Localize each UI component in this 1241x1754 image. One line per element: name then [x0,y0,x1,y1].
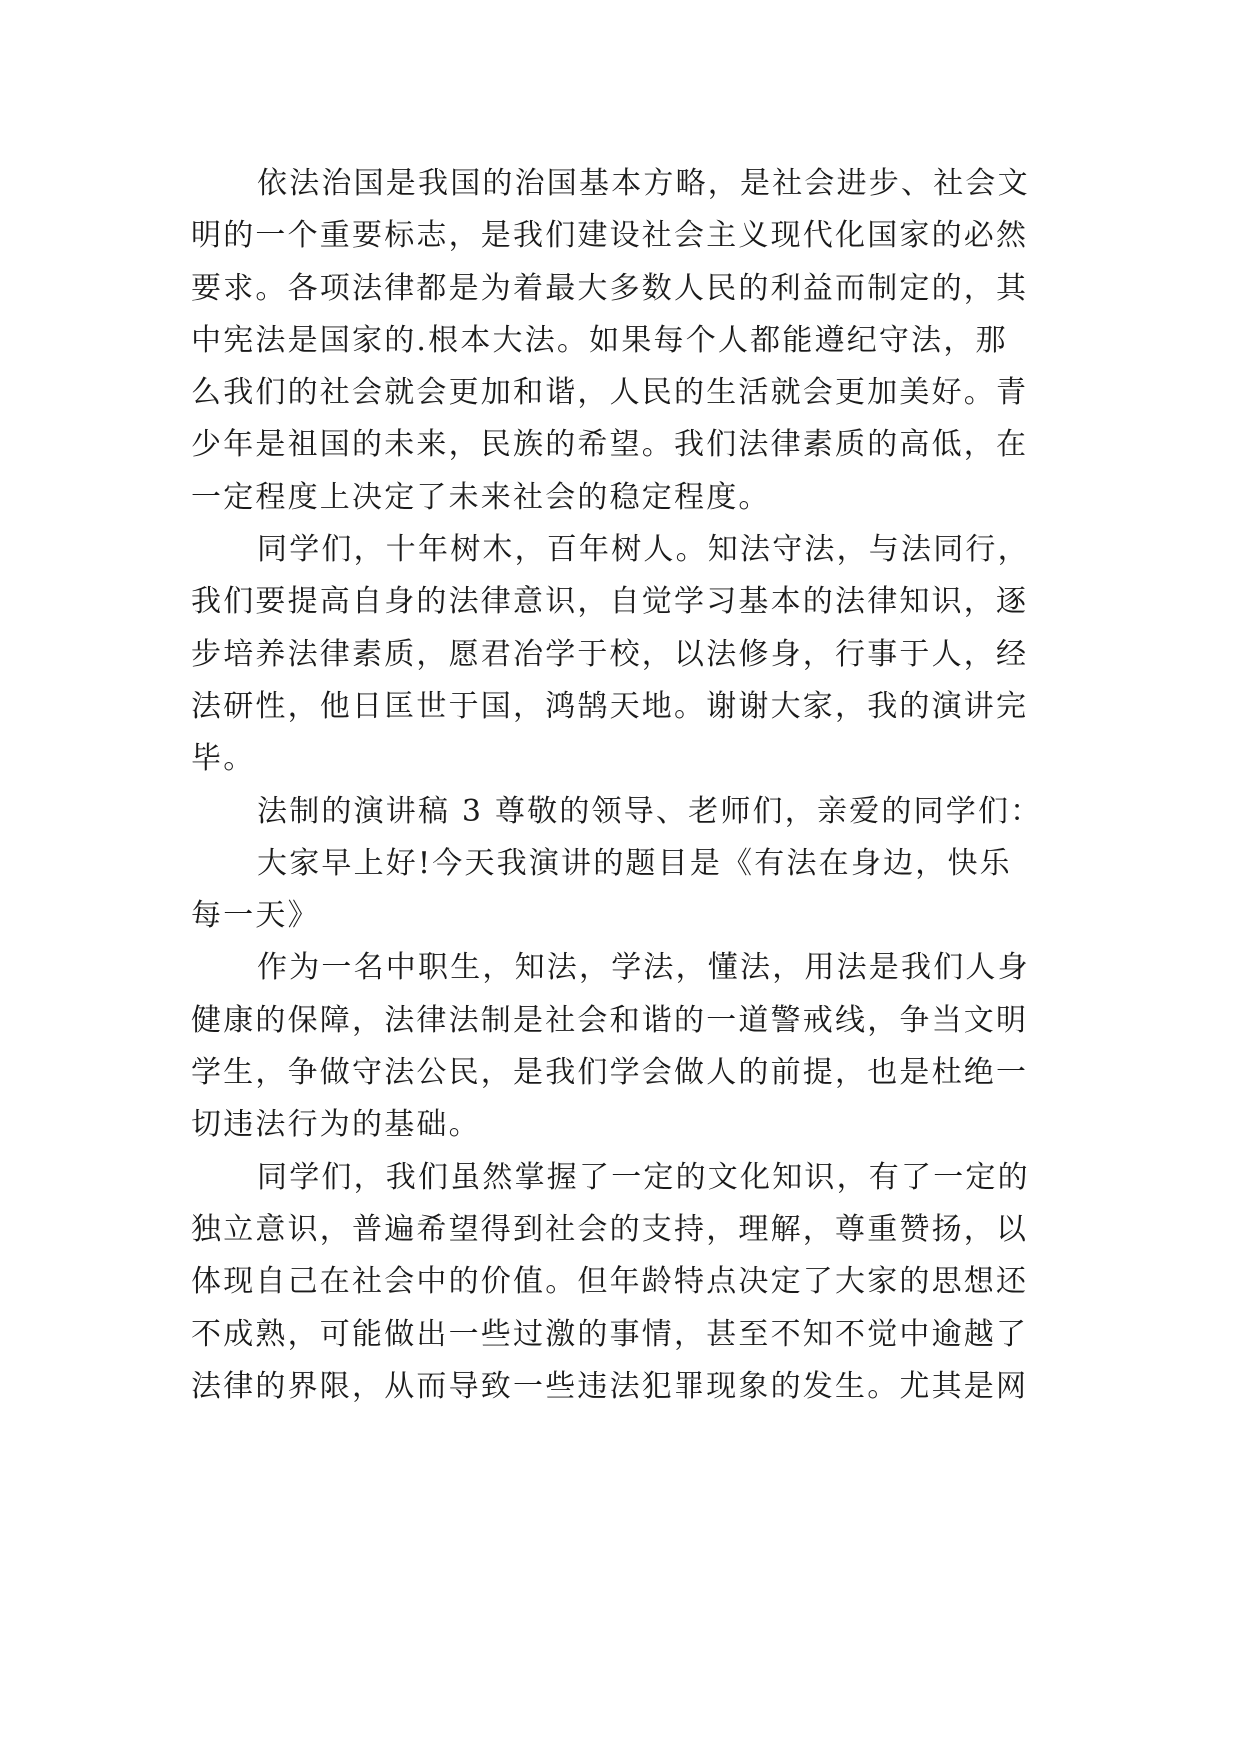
text-line: 健康的保障，法律法制是社会和谐的一道警戒线，争当文明 [191,1002,1029,1038]
text-line: 体现自己在社会中的价值。但年龄特点决定了大家的思想还 [191,1264,1029,1300]
text-line: 法研性，他日匡世于国，鸿鹄天地。谢谢大家，我的演讲完 [191,688,1029,724]
text-line: 中宪法是国家的.根本大法。如果每个人都能遵纪守法，那 [191,322,1008,358]
text-line: 我们要提高自身的法律意识，自觉学习基本的法律知识，逐 [191,584,1029,620]
text-line: 依法治国是我国的治国基本方略，是社会进步、社会文 [257,166,1030,201]
body-text [191,158,1051,1413]
text-line: 同学们，十年树木，百年树人。知法守法，与法同行， [257,532,1030,568]
text-line: 么我们的社会就会更加和谐，人民的生活就会更加美好。青 [191,375,1029,411]
text-line: 同学们，我们虽然掌握了一定的文化知识，有了一定的 [257,1159,1030,1195]
text-line: 一定程度上决定了未来社会的稳定程度。 [191,479,771,515]
text-line: 要求。各项法律都是为着最大多数人民的利益而制定的，其 [191,270,1029,306]
text-line: 少年是祖国的未来，民族的希望。我们法律素质的高低，在 [191,427,1029,463]
text-line: 大家早上好!今天我演讲的题目是《有法在身边，快乐 [257,845,1012,881]
text-line: 学生，争做守法公民，是我们学会做人的前提，也是杜绝一 [191,1055,1029,1091]
text-line: 毕。 [191,741,256,777]
text-line: 独立意识，普遍希望得到社会的支持，理解，尊重赞扬，以 [191,1211,1029,1247]
text-line: 步培养法律素质，愿君冶学于校，以法修身，行事于人，经 [191,636,1029,672]
text-line: 每一天》 [191,898,320,934]
text-line: 切违法行为的基础。 [191,1107,481,1143]
text-line: 作为一名中职生，知法，学法，懂法，用法是我们人身 [257,950,1030,986]
text-line: 法制的演讲稿 3 尊敬的领导、老师们，亲爱的同学们： [257,793,1043,829]
text-line: 明的一个重要标志，是我们建设社会主义现代化国家的必然 [191,218,1029,254]
text-line: 法律的界限，从而导致一些违法犯罪现象的发生。尤其是网 [191,1368,1029,1404]
text-line: 不成熟，可能做出一些过激的事情，甚至不知不觉中逾越了 [191,1316,1029,1352]
